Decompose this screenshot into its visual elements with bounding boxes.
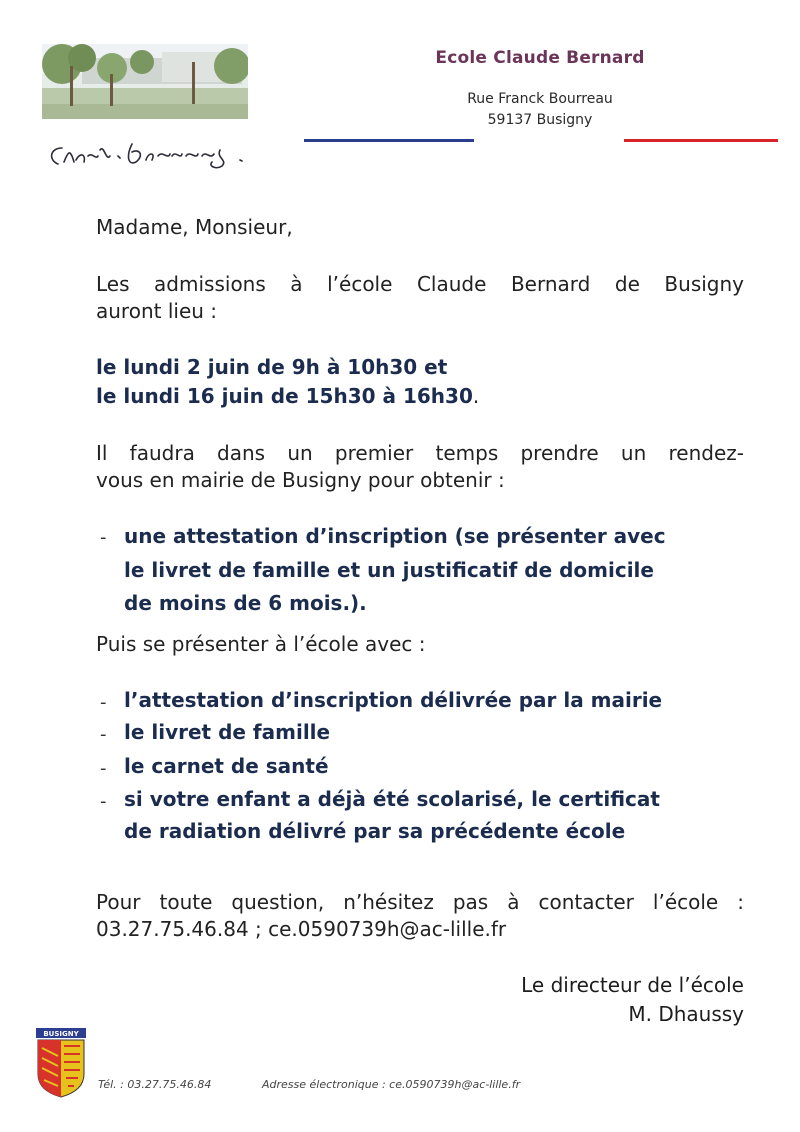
crest-label: BUSIGNY (43, 1030, 79, 1038)
signature-title: Le directeur de l’école (521, 973, 744, 997)
ecole-item-2: le livret de famille (124, 720, 331, 744)
busigny-crest-icon (34, 1028, 88, 1098)
tricolor-divider (304, 139, 778, 142)
school-city: 59137 Busigny (487, 112, 593, 128)
mairie-item-line-1: une attestation d’inscription (se présenter avec (124, 524, 666, 548)
list-bullet: - (100, 724, 107, 745)
admissions-text-line-1: Les admissions à l’école Claude Bernard de Busigny (96, 272, 744, 296)
greeting: Madame, Monsieur, (96, 215, 293, 239)
footer-phone: Tél. : 03.27.75.46.84 (98, 1078, 212, 1091)
puis-text: Puis se présenter à l’école avec : (96, 632, 426, 656)
mairie-item-line-3: de moins de 6 mois.). (124, 591, 367, 615)
admissions-text-line-2: auront lieu : (96, 299, 218, 323)
list-bullet: - (100, 758, 107, 779)
school-street: Rue Franck Bourreau (467, 91, 613, 107)
ecole-item-3: le carnet de santé (124, 754, 329, 778)
ecole-item-4-line-2: de radiation délivré par sa précédente école (124, 819, 626, 843)
footer-email: Adresse électronique : ce.0590739h@ac-lille.fr (262, 1078, 521, 1091)
list-bullet: - (100, 527, 107, 548)
instructions-line-2: vous en mairie de Busigny pour obtenir : (96, 468, 505, 492)
admission-date-2-text: le lundi 16 juin de 15h30 à 16h30 (96, 384, 473, 408)
admission-date-2 (96, 383, 744, 410)
instructions-line-1: Il faudra dans un premier temps prendre un rendez- (96, 441, 744, 465)
ecole-item-4-line-1: si votre enfant a déjà été scolarisé, le certificat (124, 787, 660, 811)
contact-line-2: 03.27.75.46.84 ; ce.0590739h@ac-lille.fr (96, 917, 507, 941)
mairie-item-line-2: le livret de famille et un justificatif de domicile (124, 558, 654, 582)
school-photo (42, 44, 248, 119)
school-name: Ecole Claude Bernard (435, 48, 645, 68)
ecole-item-1: l’attestation d’inscription délivrée par la mairie (124, 688, 663, 712)
contact-line-1: Pour toute question, n’hésitez pas à contacter l’école : (96, 890, 744, 914)
handwritten-signature (40, 126, 280, 182)
list-bullet: - (100, 692, 107, 713)
signature-name: M. Dhaussy (628, 1002, 744, 1026)
admission-date-1: le lundi 2 juin de 9h à 10h30 et (96, 355, 448, 379)
list-bullet: - (100, 791, 107, 812)
admission-date-2-period: . (472, 384, 480, 408)
